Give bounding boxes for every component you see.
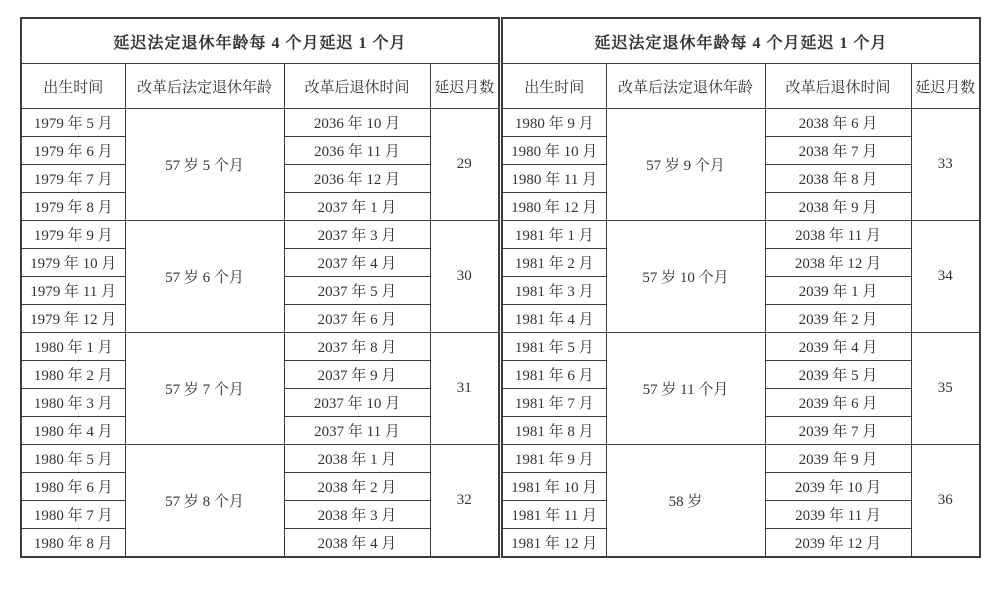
birth-month-cell: 1981 年 3 月 — [502, 277, 606, 305]
birth-month-cell: 1980 年 6 月 — [21, 473, 125, 501]
birth-month-cell: 1981 年 6 月 — [502, 361, 606, 389]
retirement-date-cell: 2037 年 6 月 — [284, 305, 430, 333]
birth-month-cell: 1980 年 10 月 — [502, 137, 606, 165]
table-row — [21, 18, 499, 64]
birth-month-cell: 1981 年 7 月 — [502, 389, 606, 417]
retirement-age-cell: 57 岁 11 个月 — [606, 333, 765, 445]
delay-months-cell: 34 — [911, 221, 980, 333]
birth-month-cell: 1979 年 8 月 — [21, 193, 125, 221]
birth-month-cell: 1980 年 2 月 — [21, 361, 125, 389]
retirement-date-cell: 2039 年 5 月 — [765, 361, 911, 389]
birth-month-cell: 1981 年 1 月 — [502, 221, 606, 249]
birth-month-cell: 1981 年 11 月 — [502, 501, 606, 529]
birth-month-cell: 1980 年 7 月 — [21, 501, 125, 529]
retirement-date-cell: 2036 年 12 月 — [284, 165, 430, 193]
retirement-date-cell: 2039 年 10 月 — [765, 473, 911, 501]
delay-months-cell: 31 — [430, 333, 499, 445]
delay-months-cell: 32 — [430, 445, 499, 558]
column-header-retire-time: 改革后退休时间 — [765, 64, 911, 109]
table-row — [502, 64, 980, 109]
birth-month-cell: 1981 年 2 月 — [502, 249, 606, 277]
retirement-date-cell: 2038 年 8 月 — [765, 165, 911, 193]
birth-month-cell: 1979 年 6 月 — [21, 137, 125, 165]
column-header-birth-time: 出生时间 — [21, 64, 125, 109]
retirement-age-cell: 58 岁 — [606, 445, 765, 558]
birth-month-cell: 1981 年 8 月 — [502, 417, 606, 445]
birth-month-cell: 1981 年 9 月 — [502, 445, 606, 473]
table-row — [502, 18, 980, 64]
table-title: 延迟法定退休年龄每 4 个月延迟 1 个月 — [502, 18, 980, 64]
retirement-date-cell: 2038 年 6 月 — [765, 109, 911, 137]
birth-month-cell: 1981 年 4 月 — [502, 305, 606, 333]
table-row — [21, 221, 499, 249]
retirement-date-cell: 2039 年 4 月 — [765, 333, 911, 361]
table-row — [21, 445, 499, 473]
delay-months-cell: 30 — [430, 221, 499, 333]
retirement-date-cell: 2036 年 11 月 — [284, 137, 430, 165]
birth-month-cell: 1980 年 9 月 — [502, 109, 606, 137]
retirement-date-cell: 2039 年 6 月 — [765, 389, 911, 417]
retirement-date-cell: 2036 年 10 月 — [284, 109, 430, 137]
retirement-date-cell: 2038 年 3 月 — [284, 501, 430, 529]
birth-month-cell: 1979 年 5 月 — [21, 109, 125, 137]
retirement-date-cell: 2038 年 2 月 — [284, 473, 430, 501]
retirement-age-cell: 57 岁 9 个月 — [606, 109, 765, 221]
table-row — [502, 333, 980, 361]
table-row — [21, 64, 499, 109]
retirement-age-cell: 57 岁 6 个月 — [125, 221, 284, 333]
birth-month-cell: 1980 年 1 月 — [21, 333, 125, 361]
birth-month-cell: 1979 年 9 月 — [21, 221, 125, 249]
retirement-date-cell: 2037 年 5 月 — [284, 277, 430, 305]
column-header-retire-time: 改革后退休时间 — [284, 64, 430, 109]
retirement-date-cell: 2039 年 7 月 — [765, 417, 911, 445]
birth-month-cell: 1981 年 5 月 — [502, 333, 606, 361]
table-row — [502, 221, 980, 249]
retirement-date-cell: 2038 年 11 月 — [765, 221, 911, 249]
retirement-date-cell: 2038 年 1 月 — [284, 445, 430, 473]
retirement-date-cell: 2039 年 1 月 — [765, 277, 911, 305]
birth-month-cell: 1979 年 11 月 — [21, 277, 125, 305]
birth-month-cell: 1981 年 10 月 — [502, 473, 606, 501]
birth-month-cell: 1980 年 5 月 — [21, 445, 125, 473]
birth-month-cell: 1980 年 3 月 — [21, 389, 125, 417]
column-header-delay-months: 延迟月数 — [911, 64, 980, 109]
retirement-age-cell: 57 岁 8 个月 — [125, 445, 284, 558]
retirement-age-cell: 57 岁 5 个月 — [125, 109, 284, 221]
retirement-date-cell: 2037 年 8 月 — [284, 333, 430, 361]
delay-months-cell: 36 — [911, 445, 980, 558]
delay-months-cell: 35 — [911, 333, 980, 445]
column-header-statutory-age: 改革后法定退休年龄 — [125, 64, 284, 109]
column-header-delay-months: 延迟月数 — [430, 64, 499, 109]
retirement-date-cell: 2037 年 11 月 — [284, 417, 430, 445]
delay-months-cell: 33 — [911, 109, 980, 221]
table-row — [21, 109, 499, 137]
delay-months-cell: 29 — [430, 109, 499, 221]
retirement-date-cell: 2039 年 2 月 — [765, 305, 911, 333]
column-header-statutory-age: 改革后法定退休年龄 — [606, 64, 765, 109]
birth-month-cell: 1980 年 11 月 — [502, 165, 606, 193]
retirement-age-cell: 57 岁 10 个月 — [606, 221, 765, 333]
retirement-date-cell: 2038 年 9 月 — [765, 193, 911, 221]
retirement-date-cell: 2038 年 12 月 — [765, 249, 911, 277]
retirement-age-cell: 57 岁 7 个月 — [125, 333, 284, 445]
table-row — [21, 333, 499, 361]
column-header-birth-time: 出生时间 — [502, 64, 606, 109]
birth-month-cell: 1980 年 12 月 — [502, 193, 606, 221]
birth-month-cell: 1979 年 12 月 — [21, 305, 125, 333]
retirement-date-cell: 2038 年 4 月 — [284, 529, 430, 558]
table-row — [502, 445, 980, 473]
retirement-date-cell: 2037 年 10 月 — [284, 389, 430, 417]
retirement-date-cell: 2039 年 9 月 — [765, 445, 911, 473]
retirement-date-cell: 2039 年 11 月 — [765, 501, 911, 529]
retirement-date-cell: 2037 年 1 月 — [284, 193, 430, 221]
retirement-table-right — [501, 17, 981, 558]
birth-month-cell: 1980 年 4 月 — [21, 417, 125, 445]
birth-month-cell: 1979 年 7 月 — [21, 165, 125, 193]
birth-month-cell: 1979 年 10 月 — [21, 249, 125, 277]
table-title: 延迟法定退休年龄每 4 个月延迟 1 个月 — [21, 18, 499, 64]
retirement-date-cell: 2038 年 7 月 — [765, 137, 911, 165]
table-row — [502, 109, 980, 137]
retirement-date-cell: 2037 年 3 月 — [284, 221, 430, 249]
retirement-date-cell: 2037 年 4 月 — [284, 249, 430, 277]
birth-month-cell: 1981 年 12 月 — [502, 529, 606, 558]
retirement-table-left — [20, 17, 500, 558]
retirement-date-cell: 2037 年 9 月 — [284, 361, 430, 389]
birth-month-cell: 1980 年 8 月 — [21, 529, 125, 558]
retirement-date-cell: 2039 年 12 月 — [765, 529, 911, 558]
